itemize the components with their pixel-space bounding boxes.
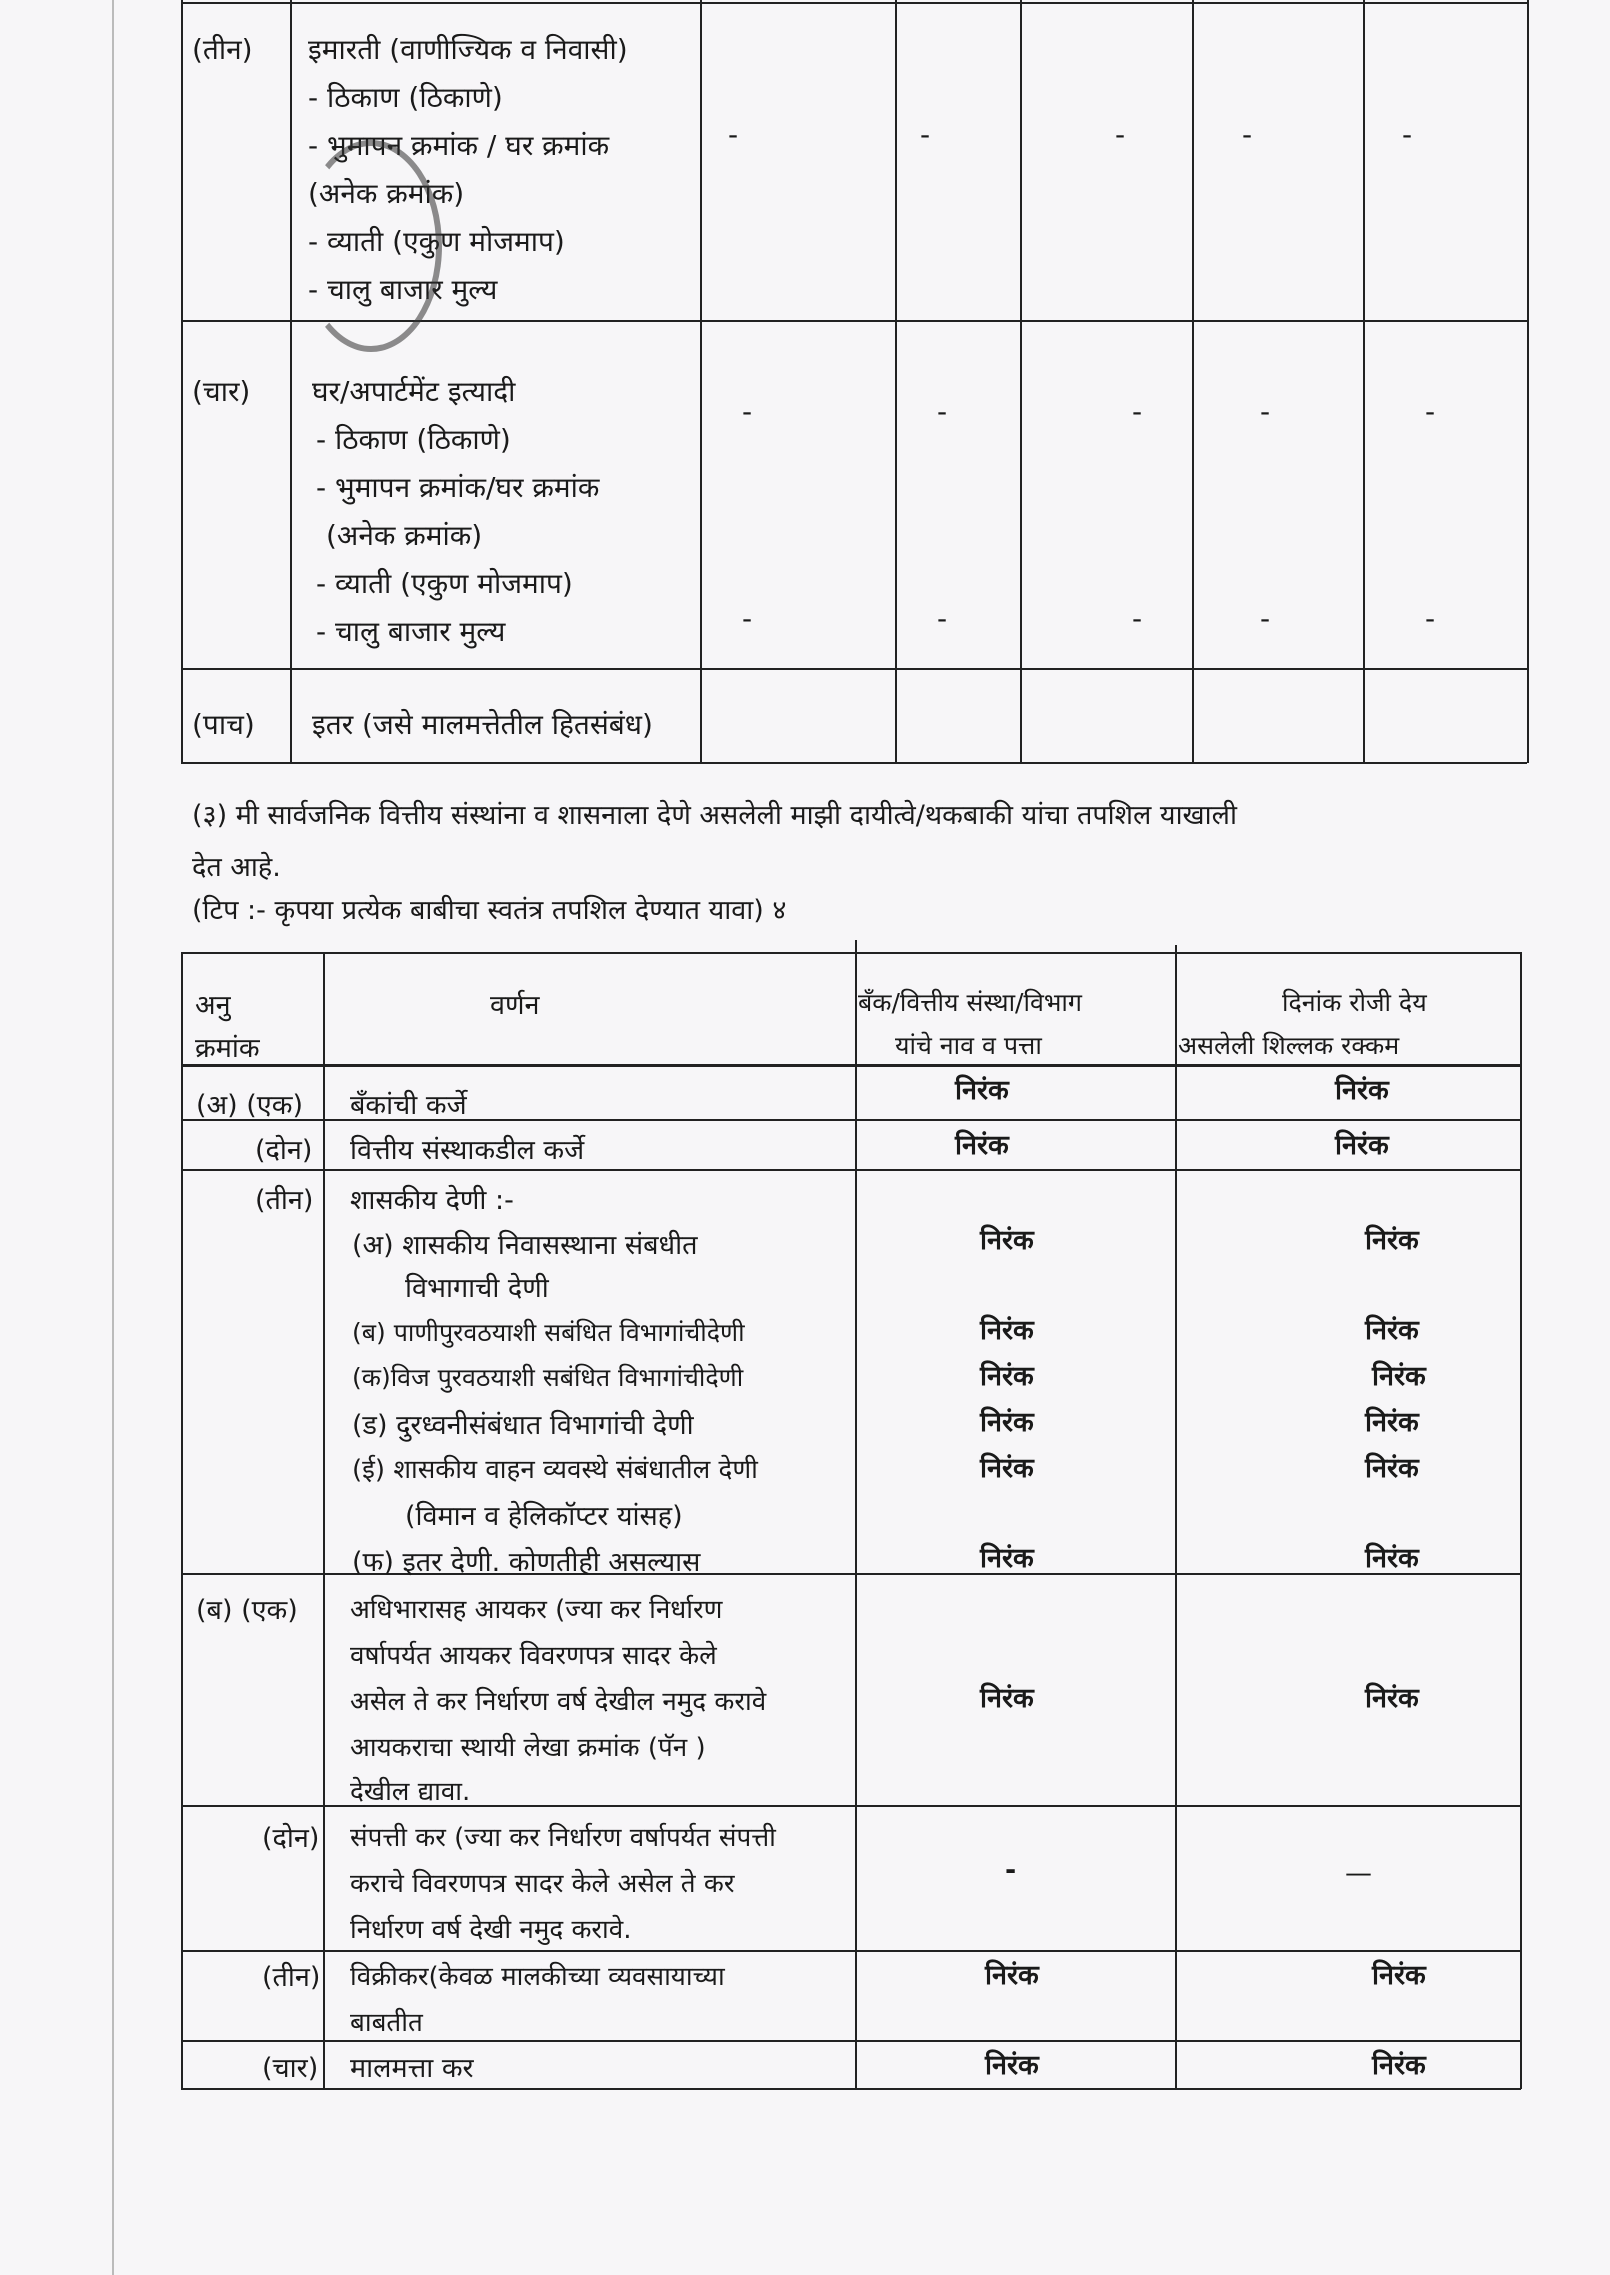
header-amount: दिनांक रोजी देय bbox=[1282, 988, 1427, 1017]
amount-value: निरंक bbox=[1335, 1130, 1389, 1161]
bank-value: निरंक bbox=[985, 1960, 1039, 1991]
row-line: - चालु बाजार मुल्य bbox=[316, 615, 506, 648]
row-description: विक्रीकर(केवळ मालकीच्या व्यवसायाच्या bbox=[350, 1962, 725, 1992]
row-description: आयकराचा स्थायी लेखा क्रमांक (पॅन ) bbox=[350, 1733, 706, 1763]
row-line: - व्याती (एकुण मोजमाप) bbox=[308, 225, 565, 258]
header-serial: क्रमांक bbox=[195, 1033, 260, 1064]
row-description: देखील द्यावा. bbox=[350, 1777, 471, 1807]
header-bank: बँक/वित्तीय संस्था/विभाग bbox=[858, 988, 1082, 1017]
value-cell: - bbox=[1132, 395, 1143, 428]
row-number: (तीन) bbox=[255, 1185, 314, 1216]
row-description: शासकीय देणी :- bbox=[350, 1185, 514, 1216]
row-description: (ई) शासकीय वाहन व्यवस्थे संबंधातील देणी bbox=[352, 1455, 758, 1485]
section-3-note: (टिप :- कृपया प्रत्येक बाबीचा स्वतंत्र तपशिल देण्यात यावा) ४ bbox=[192, 895, 787, 926]
section-3-intro: (३) मी सार्वजनिक वित्तीय संस्थांना व शासनाला देणे असलेली माझी दायीत्वे/थकबाकी यांचा तपशिल याखाली bbox=[192, 800, 1237, 831]
bank-value: - bbox=[1005, 1855, 1017, 1886]
value-cell: - bbox=[728, 118, 739, 151]
amount-value: निरंक bbox=[1372, 1960, 1426, 1991]
row-number: (ब) (एक) bbox=[196, 1595, 298, 1626]
bank-value: निरंक bbox=[980, 1225, 1034, 1256]
bank-value: निरंक bbox=[980, 1683, 1034, 1714]
amount-value: निरंक bbox=[1372, 2050, 1426, 2081]
row-description: (विमान व हेलिकॉप्टर यांसह) bbox=[405, 1501, 683, 1532]
value-cell: - bbox=[937, 395, 948, 428]
row-line: इमारती (वाणीज्यिक व निवासी) bbox=[308, 33, 628, 66]
amount-value: निरंक bbox=[1365, 1225, 1419, 1256]
row-description: निर्धारण वर्ष देखी नमुद करावे. bbox=[350, 1915, 632, 1945]
row-description: विभागाची देणी bbox=[405, 1273, 549, 1304]
bank-value: निरंक bbox=[980, 1315, 1034, 1346]
bank-value: निरंक bbox=[980, 1407, 1034, 1438]
row-line: - व्याती (एकुण मोजमाप) bbox=[316, 567, 573, 600]
value-cell: - bbox=[1132, 602, 1143, 635]
value-cell: - bbox=[1242, 118, 1253, 151]
value-cell: - bbox=[1260, 602, 1271, 635]
value-cell: - bbox=[1425, 602, 1436, 635]
value-cell: - bbox=[1402, 118, 1413, 151]
row-number: (तीन) bbox=[192, 33, 253, 66]
row-description: कराचे विवरणपत्र सादर केले असेल ते कर bbox=[350, 1869, 735, 1899]
row-description: वित्तीय संस्थाकडील कर्जे bbox=[350, 1135, 585, 1166]
header-bank: यांचे नाव व पत्ता bbox=[895, 1031, 1042, 1060]
amount-value: निरंक bbox=[1365, 1543, 1419, 1574]
row-description: असेल ते कर निर्धारण वर्ष देखील नमुद करावे bbox=[350, 1687, 767, 1717]
row-line: (अनेक क्रमांक) bbox=[326, 519, 483, 552]
value-cell: - bbox=[742, 602, 753, 635]
row-line: (अनेक क्रमांक) bbox=[308, 177, 465, 210]
row-line: घर/अपार्टमेंट इत्यादी bbox=[312, 375, 516, 408]
amount-value: निरंक bbox=[1365, 1453, 1419, 1484]
amount-value: निरंक bbox=[1335, 1075, 1389, 1106]
row-description: (क)विज पुरवठयाशी सबंधित विभागांचीदेणी bbox=[352, 1363, 744, 1392]
value-cell: - bbox=[1260, 395, 1271, 428]
header-description: वर्णन bbox=[490, 990, 540, 1021]
row-description: संपत्ती कर (ज्या कर निर्धारण वर्षापर्यत संपत्ती bbox=[350, 1823, 776, 1853]
row-number: (चार) bbox=[262, 2053, 319, 2084]
row-description: (फ) इतर देणी. कोणतीही असल्यास bbox=[352, 1547, 701, 1578]
row-description: (ब) पाणीपुरवठयाशी सबंधित विभागांचीदेणी bbox=[352, 1318, 745, 1347]
row-description: अधिभारासह आयकर (ज्या कर निर्धारण bbox=[350, 1595, 723, 1625]
amount-value: निरंक bbox=[1365, 1683, 1419, 1714]
bank-value: निरंक bbox=[980, 1543, 1034, 1574]
bank-value: निरंक bbox=[980, 1453, 1034, 1484]
row-number: (पाच) bbox=[192, 708, 255, 741]
header-serial: अनु bbox=[195, 990, 231, 1021]
row-description: वर्षापर्यत आयकर विवरणपत्र सादर केले bbox=[350, 1641, 717, 1671]
bank-value: निरंक bbox=[980, 1361, 1034, 1392]
row-description: (अ) शासकीय निवासस्थाना संबधीत bbox=[352, 1230, 698, 1261]
row-number: (दोन) bbox=[255, 1135, 313, 1166]
row-description: बाबतीत bbox=[350, 2008, 423, 2038]
value-cell: - bbox=[1115, 118, 1126, 151]
row-line: - भुमापन क्रमांक/घर क्रमांक bbox=[316, 471, 600, 504]
value-cell: - bbox=[920, 118, 931, 151]
amount-value: निरंक bbox=[1365, 1315, 1419, 1346]
row-line: - ठिकाण (ठिकाणे) bbox=[316, 423, 511, 456]
amount-value: निरंक bbox=[1372, 1361, 1426, 1392]
section-3-intro-cont: देत आहे. bbox=[192, 852, 281, 883]
row-description: (ड) दुरध्वनीसंबंधात विभागांची देणी bbox=[352, 1410, 694, 1441]
header-amount: असलेली शिल्लक रक्कम bbox=[1178, 1031, 1400, 1060]
row-number: (चार) bbox=[192, 375, 251, 408]
value-cell: - bbox=[937, 602, 948, 635]
row-number: (अ) (एक) bbox=[196, 1090, 304, 1121]
amount-value: — bbox=[1345, 1858, 1372, 1889]
page-margin-line bbox=[112, 0, 114, 2275]
bank-value: निरंक bbox=[955, 1075, 1009, 1106]
row-line: - भुमापन क्रमांक / घर क्रमांक bbox=[308, 129, 610, 162]
bank-value: निरंक bbox=[985, 2050, 1039, 2081]
row-description: बँकांची कर्जे bbox=[350, 1090, 467, 1121]
row-description: मालमत्ता कर bbox=[350, 2053, 474, 2084]
row-line: - चालु बाजार मुल्य bbox=[308, 273, 498, 306]
value-cell: - bbox=[742, 395, 753, 428]
row-number: (दोन) bbox=[262, 1823, 320, 1854]
row-line: - ठिकाण (ठिकाणे) bbox=[308, 81, 503, 114]
row-number: (तीन) bbox=[262, 1962, 321, 1993]
official-seal-stamp bbox=[300, 140, 442, 352]
value-cell: - bbox=[1425, 395, 1436, 428]
bank-value: निरंक bbox=[955, 1130, 1009, 1161]
amount-value: निरंक bbox=[1365, 1407, 1419, 1438]
row-line: इतर (जसे मालमत्तेतील हितसंबंध) bbox=[312, 708, 653, 741]
